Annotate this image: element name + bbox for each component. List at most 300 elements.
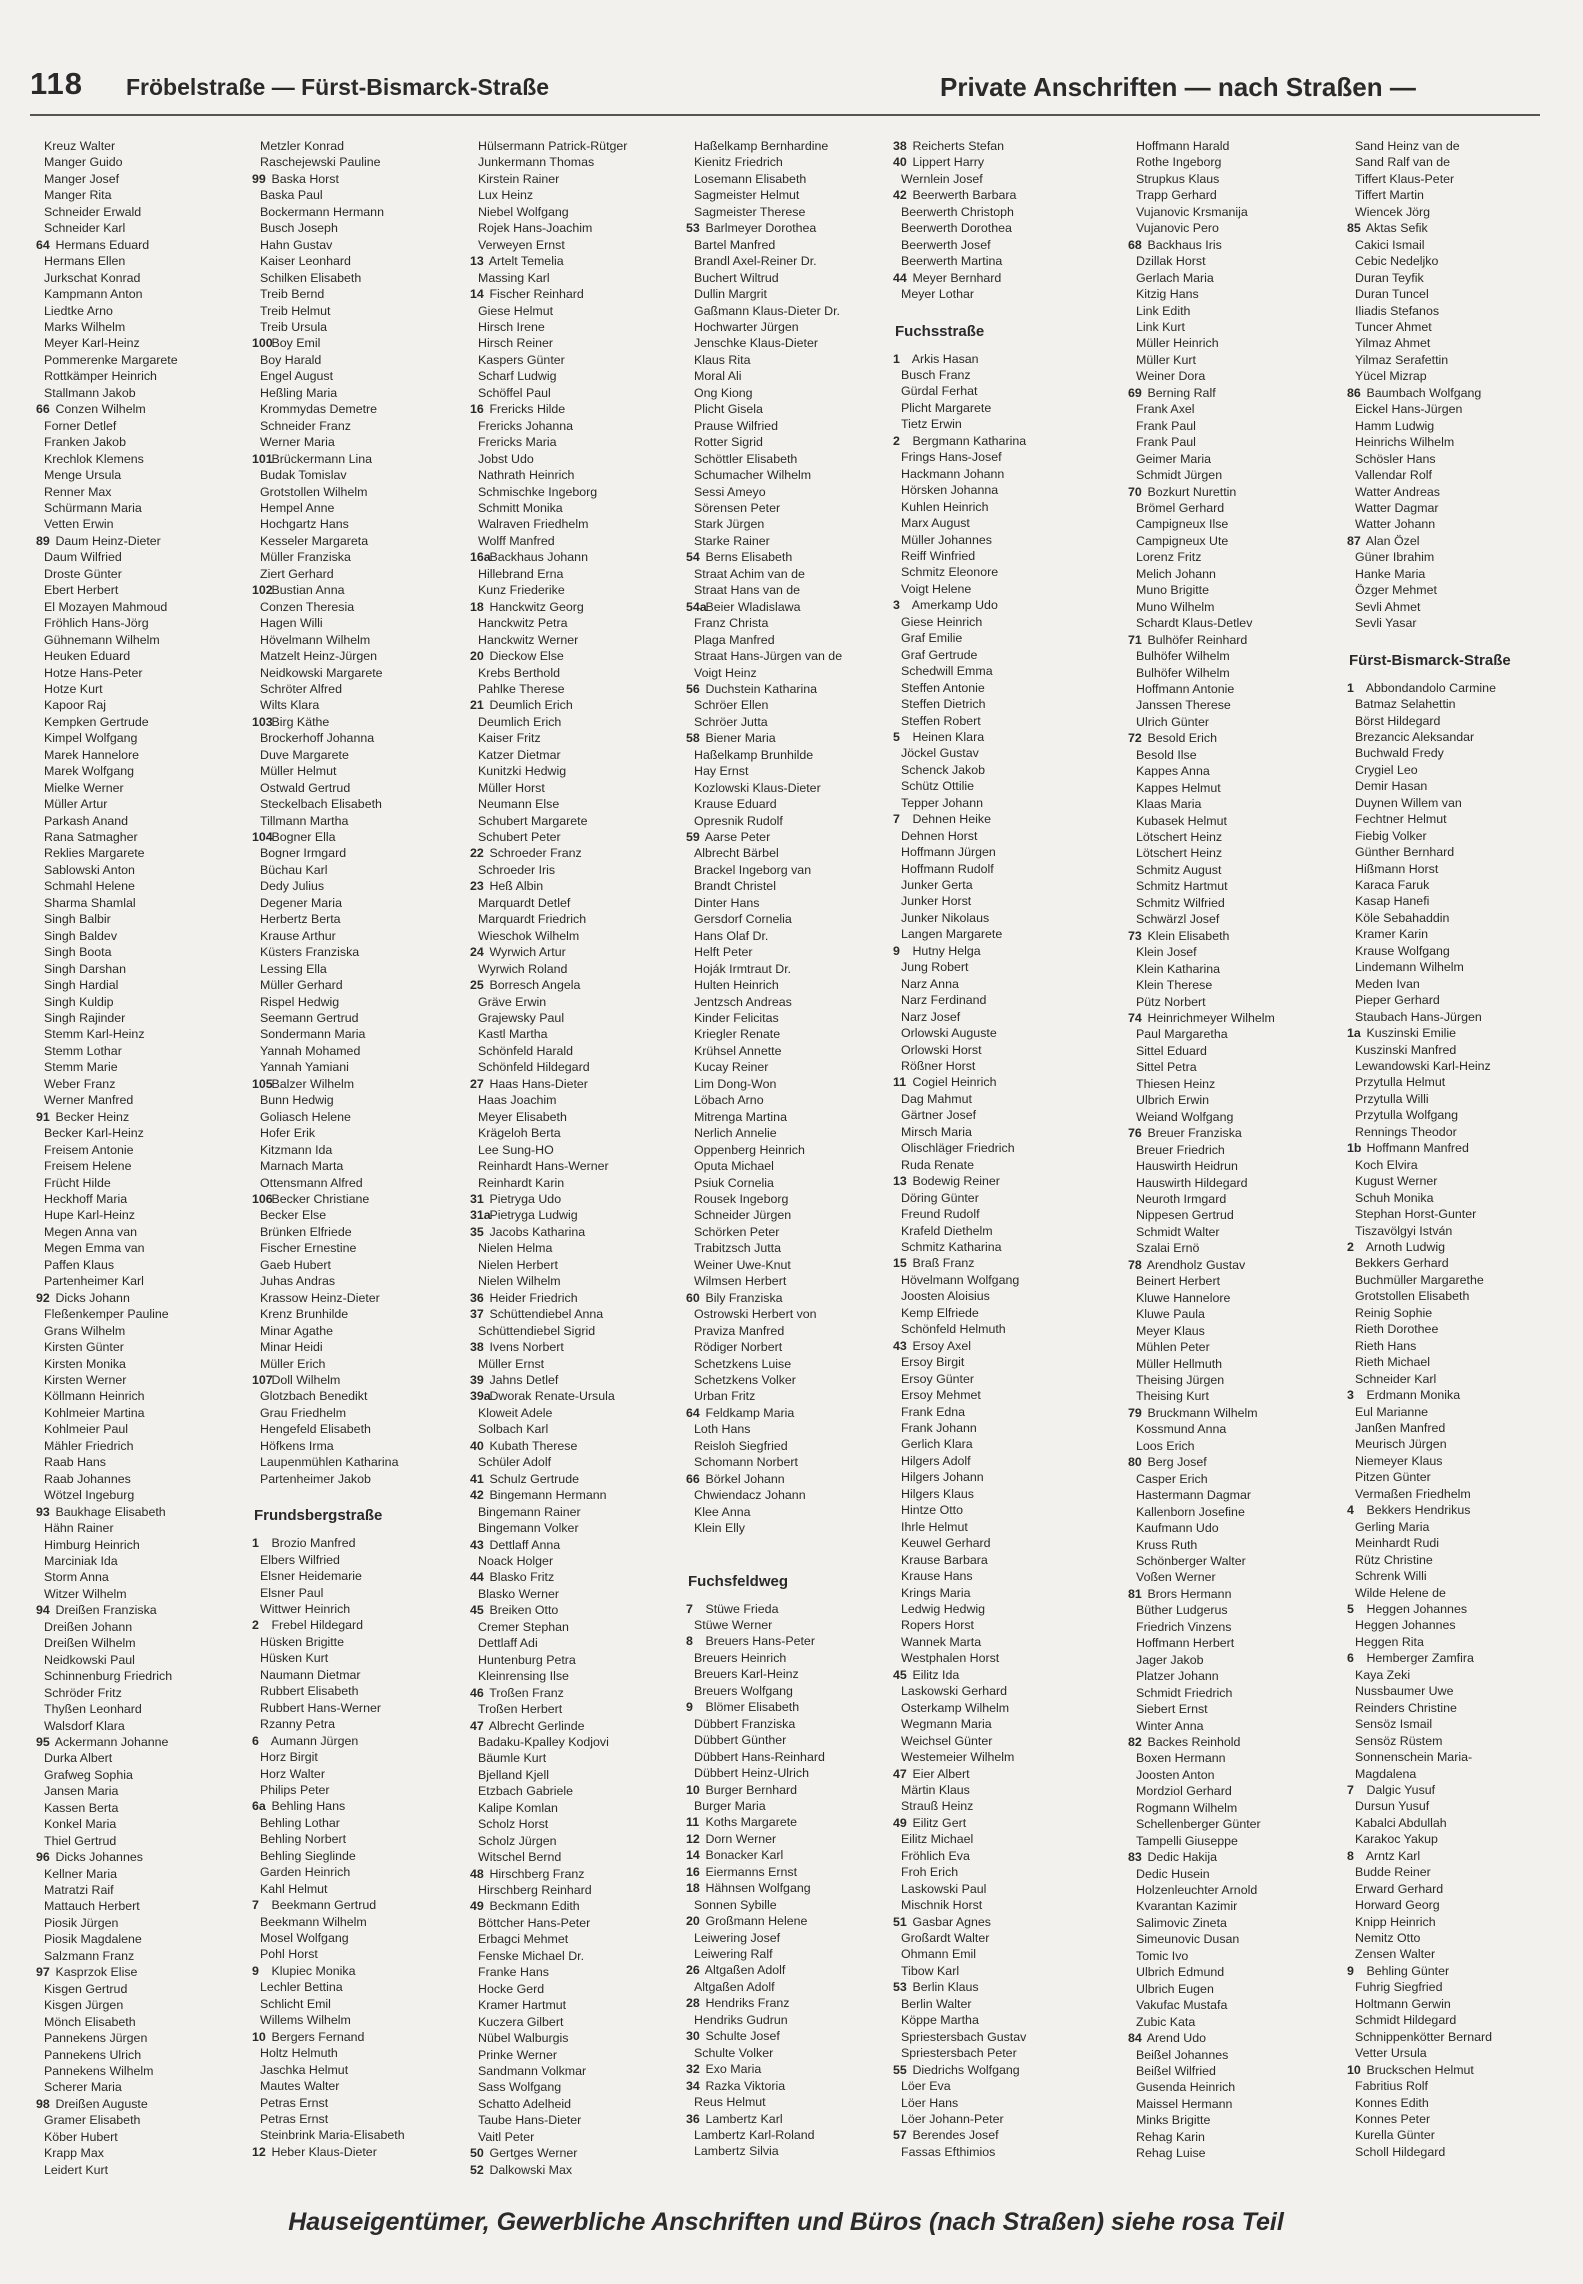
resident-entry [44, 2129, 272, 2145]
resident-name: Langen Margarete [901, 927, 1003, 942]
resident-entry [694, 237, 922, 253]
resident-entry [478, 1849, 706, 1865]
resident-entry [478, 615, 706, 631]
resident-entry [260, 1979, 488, 1995]
resident-entry [478, 1619, 706, 1635]
resident-entry [478, 434, 706, 450]
resident-name: Böttcher Hans-Peter [478, 1915, 591, 1930]
resident-name: Breuers Hans-Peter [705, 1634, 815, 1649]
resident-entry [44, 2014, 272, 2030]
directory-column [686, 138, 922, 2159]
resident-entry [36, 1109, 272, 1125]
resident-name: Behling Hans [271, 1799, 346, 1814]
resident-entry [1355, 401, 1583, 417]
resident-entry [470, 697, 706, 713]
resident-entry [901, 1058, 1129, 1074]
house-number: 2 [1347, 1240, 1354, 1254]
resident-name: Budde Reiner [1355, 1865, 1431, 1880]
resident-name: Juhas Andras [260, 1274, 336, 1289]
resident-entry [478, 813, 706, 829]
resident-entry [1355, 959, 1583, 975]
resident-entry [478, 220, 706, 236]
resident-name: Schlicht Emil [260, 1996, 331, 2011]
resident-name: Nielen Helma [478, 1241, 553, 1256]
resident-name: Budak Tomislav [260, 468, 347, 483]
resident-name: Horward Georg [1355, 1898, 1440, 1913]
resident-name: Kallenborn Josefine [1136, 1504, 1245, 1519]
resident-entry [694, 1487, 922, 1503]
resident-entry [478, 1915, 706, 1931]
resident-entry [478, 632, 706, 648]
resident-entry [478, 1059, 706, 1075]
house-number: 7 [686, 1601, 693, 1616]
spacer [1355, 632, 1583, 648]
resident-entry [260, 1683, 488, 1699]
resident-entry [478, 2014, 706, 2030]
resident-name: Singh Baldev [44, 928, 118, 943]
resident-entry [478, 1652, 706, 1668]
house-number: 47 [470, 1718, 484, 1733]
resident-entry [694, 1732, 922, 1748]
resident-entry [44, 697, 272, 713]
resident-name: Eilitz Gert [912, 1815, 967, 1830]
resident-name: Naumann Dietmar [260, 1667, 361, 1682]
resident-entry [260, 187, 488, 203]
resident-name: Mischnik Horst [901, 1898, 983, 1913]
resident-entry [478, 319, 706, 335]
resident-entry [1347, 220, 1583, 236]
resident-entry [44, 780, 272, 796]
resident-entry [901, 828, 1129, 844]
resident-entry [44, 878, 272, 894]
resident-name: Junkermann Thomas [478, 155, 595, 170]
resident-entry [252, 1535, 488, 1551]
resident-name: Krassow Heinz-Dieter [260, 1290, 380, 1305]
resident-name: Kunz Friederike [478, 583, 565, 598]
resident-name: Amerkamp Udo [911, 598, 998, 613]
resident-entry [1355, 352, 1583, 368]
resident-entry [260, 566, 488, 582]
resident-entry [1136, 1372, 1364, 1388]
resident-entry [901, 220, 1129, 236]
resident-name: Dübbert Günther [694, 1733, 787, 1748]
resident-entry [694, 2094, 922, 2110]
resident-entry [893, 2127, 1129, 2143]
resident-entry [1136, 418, 1364, 434]
resident-name: Wernlein Josef [901, 171, 983, 186]
house-number: 22 [470, 846, 484, 861]
resident-name: Bogner Ella [271, 830, 336, 845]
house-number: 69 [1128, 385, 1142, 400]
resident-entry [901, 959, 1129, 975]
house-number: 13 [470, 254, 484, 269]
resident-name: Lim Dong-Won [694, 1076, 777, 1091]
resident-entry [1355, 943, 1583, 959]
spacer [694, 1537, 922, 1553]
resident-entry [260, 1864, 488, 1880]
house-number: 12 [686, 1831, 700, 1846]
resident-name: Rubbert Elisabeth [260, 1684, 359, 1699]
resident-name: Klee Anna [694, 1504, 751, 1519]
page-header [0, 58, 1572, 118]
resident-entry [901, 2029, 1129, 2045]
resident-entry [694, 1897, 922, 1913]
resident-entry [1355, 2111, 1583, 2127]
resident-name: Menge Ursula [44, 468, 122, 483]
resident-name: Buchert Wiltrud [694, 270, 779, 285]
resident-name: Graf Emilie [901, 631, 963, 646]
resident-name: Aktas Sefik [1365, 221, 1428, 236]
resident-name: Hilgers Klaus [901, 1486, 974, 1501]
resident-entry [901, 1568, 1129, 1584]
resident-entry [686, 2061, 922, 2077]
resident-entry [1355, 1173, 1583, 1189]
resident-name: Löer Hans [901, 2095, 959, 2110]
resident-entry [893, 351, 1129, 367]
resident-name: Heggen Rita [1355, 1634, 1424, 1649]
resident-name: Steffen Dietrich [901, 697, 986, 712]
resident-name: Märtin Klaus [901, 1782, 970, 1797]
house-number: 36 [470, 1290, 484, 1305]
resident-name: Hempel Anne [260, 500, 335, 515]
house-number: 14 [686, 1848, 700, 1863]
resident-name: Junker Gerta [901, 878, 973, 893]
resident-name: Sensöz Rüstem [1355, 1733, 1443, 1748]
resident-name: Sörensen Peter [694, 500, 781, 515]
resident-name: Huntenburg Petra [478, 1652, 576, 1667]
directory-column [470, 138, 706, 2177]
resident-entry [901, 1798, 1129, 1814]
resident-name: Tiffert Martin [1355, 188, 1424, 203]
resident-name: Kimpel Wolfgang [44, 731, 138, 746]
resident-name: Berlin Walter [901, 1996, 972, 2011]
resident-name: Dag Mahmut [901, 1091, 972, 1106]
resident-name: Becker Else [260, 1208, 327, 1223]
resident-name: Vakufac Mustafa [1136, 1998, 1228, 2013]
resident-name: Rotter Sigrid [694, 435, 763, 450]
resident-entry [686, 1471, 922, 1487]
house-number: 104 [252, 830, 273, 845]
resident-name: Weiner Uwe-Knut [694, 1257, 791, 1272]
resident-entry [470, 1076, 706, 1092]
resident-name: Dalkowski Max [489, 2162, 573, 2177]
resident-name: Duve Margarete [260, 747, 349, 762]
resident-entry [260, 845, 488, 861]
resident-name: Hengefeld Elisabeth [260, 1422, 371, 1437]
house-number: 37 [470, 1307, 484, 1322]
resident-name: Hoják Irmtraut Dr. [694, 961, 792, 976]
house-number: 84 [1128, 2031, 1142, 2046]
resident-entry [44, 994, 272, 1010]
resident-entry [1355, 1634, 1583, 1650]
resident-entry [44, 138, 272, 154]
resident-entry [44, 1454, 272, 1470]
resident-entry [470, 845, 706, 861]
resident-name: Ersoy Axel [912, 1338, 971, 1353]
resident-name: Kuszinski Manfred [1355, 1042, 1457, 1057]
resident-name: Karaca Faruk [1355, 878, 1430, 893]
house-number: 54a [686, 599, 707, 614]
resident-name: Oppenberg Heinrich [694, 1142, 805, 1157]
resident-entry [260, 1026, 488, 1042]
resident-name: Petras Ernst [260, 2095, 329, 2110]
resident-name: Nussbaumer Uwe [1355, 1684, 1454, 1699]
resident-entry [44, 434, 272, 450]
resident-name: Giese Heinrich [901, 614, 983, 629]
resident-name: Kaspers Günter [478, 352, 565, 367]
resident-entry [44, 500, 272, 516]
resident-name: Kuczera Gilbert [478, 2014, 564, 2029]
resident-name: Kramer Karin [1355, 927, 1428, 942]
resident-entry [260, 1634, 488, 1650]
resident-name: Gusenda Heinrich [1136, 2080, 1236, 2095]
resident-name: Straat Hans-Jürgen van de [694, 649, 843, 664]
resident-entry [1136, 516, 1364, 532]
resident-entry [44, 1257, 272, 1273]
resident-entry [44, 813, 272, 829]
resident-name: Hoffmann Manfred [1366, 1141, 1469, 1156]
resident-entry [260, 1454, 488, 1470]
house-number: 72 [1128, 731, 1142, 746]
resident-name: Durka Albert [44, 1751, 113, 1766]
resident-name: Dreißen Franziska [55, 1603, 157, 1618]
resident-name: Junker Horst [901, 894, 972, 909]
resident-name: Strauß Heinz [901, 1799, 974, 1814]
resident-entry [478, 1800, 706, 1816]
resident-name: Konnes Peter [1355, 2112, 1431, 2127]
house-number: 76 [1128, 1126, 1142, 1141]
resident-entry [893, 1766, 1129, 1782]
resident-name: Eiermanns Ernst [705, 1864, 798, 1879]
resident-name: Witschel Bernd [478, 1850, 562, 1865]
resident-name: Kirstein Rainer [478, 171, 560, 186]
resident-name: Kubasek Helmut [1136, 813, 1227, 828]
resident-entry [694, 286, 922, 302]
house-number: 55 [893, 2062, 907, 2077]
resident-entry [694, 1356, 922, 1372]
resident-entry [44, 1339, 272, 1355]
resident-entry [686, 730, 922, 746]
resident-entry [1355, 418, 1583, 434]
resident-entry [260, 1158, 488, 1174]
resident-name: Verweyen Ernst [478, 237, 565, 252]
resident-name: Crygiel Leo [1355, 762, 1418, 777]
resident-name: Krause Eduard [694, 797, 777, 812]
resident-entry [252, 714, 488, 730]
resident-name: Schulte Josef [705, 2029, 780, 2044]
resident-name: Kahl Helmut [260, 1881, 328, 1896]
resident-name: Simeunovic Dusan [1136, 1932, 1240, 1947]
resident-entry [470, 549, 706, 565]
resident-entry [478, 566, 706, 582]
resident-entry [478, 2079, 706, 2095]
house-number: 81 [1128, 1586, 1142, 1601]
resident-entry [1355, 1617, 1583, 1633]
resident-entry [44, 1948, 272, 1964]
resident-entry [694, 138, 922, 154]
resident-name: Meurisch Jürgen [1355, 1437, 1447, 1452]
resident-entry [901, 367, 1129, 383]
resident-entry [1136, 1635, 1364, 1651]
resident-entry [260, 1421, 488, 1437]
resident-name: Pieper Gerhard [1355, 993, 1440, 1008]
resident-name: Neumann Else [478, 797, 560, 812]
resident-name: Willems Wilhelm [260, 2013, 351, 2028]
resident-name: Stemm Karl-Heinz [44, 1027, 145, 1042]
resident-entry [901, 1420, 1129, 1436]
house-number: 41 [470, 1471, 484, 1486]
resident-name: Lorenz Fritz [1136, 550, 1202, 565]
resident-name: Chwiendacz Johann [694, 1488, 806, 1503]
resident-name: Hochwarter Jürgen [694, 319, 799, 334]
resident-entry [260, 1043, 488, 1059]
resident-entry [1136, 270, 1364, 286]
resident-name: Dehnen Heike [912, 812, 991, 827]
resident-name: Kugust Werner [1355, 1174, 1438, 1189]
resident-name: Schubert Margarete [478, 813, 588, 828]
resident-name: Horz Walter [260, 1766, 325, 1781]
resident-entry [260, 862, 488, 878]
resident-entry [901, 647, 1129, 663]
resident-entry [686, 599, 922, 615]
resident-name: Hupe Karl-Heinz [44, 1208, 135, 1223]
resident-entry [1136, 862, 1364, 878]
resident-name: Petras Ernst [260, 2112, 329, 2127]
resident-entry [893, 1914, 1129, 1930]
resident-entry [260, 1059, 488, 1075]
resident-name: Sand Heinz van de [1355, 139, 1460, 153]
resident-name: Börkel Johann [705, 1471, 785, 1486]
resident-name: Scherer Maria [44, 2080, 122, 2095]
resident-name: Schilken Elisabeth [260, 270, 362, 285]
resident-entry [260, 352, 488, 368]
resident-name: Hüsken Brigitte [260, 1634, 345, 1649]
resident-name: Jacobs Katharina [489, 1224, 586, 1239]
resident-entry [260, 1471, 488, 1487]
resident-entry [478, 1158, 706, 1174]
resident-name: Krafeld Diethelm [901, 1223, 993, 1238]
resident-name: Himburg Heinrich [44, 1537, 140, 1552]
resident-name: Müller Helmut [260, 764, 337, 779]
resident-entry [1347, 1239, 1583, 1255]
resident-name: Kinder Felicitas [694, 1011, 779, 1026]
house-number: 18 [470, 599, 484, 614]
resident-name: Mosel Wolfgang [260, 1931, 349, 1946]
resident-entry [44, 1586, 272, 1602]
resident-entry [260, 730, 488, 746]
resident-name: Hay Ernst [694, 764, 749, 779]
resident-name: Vermaßen Friedhelm [1355, 1486, 1471, 1501]
resident-name: Duran Teyfik [1355, 270, 1424, 285]
resident-name: Tiszavölgyi István [1355, 1223, 1453, 1238]
resident-name: Hörsken Johanna [901, 483, 999, 498]
resident-name: Eilitz Michael [901, 1832, 974, 1847]
resident-entry [694, 2012, 922, 2028]
resident-entry [260, 1749, 488, 1765]
resident-entry [260, 385, 488, 401]
resident-entry [686, 1814, 922, 1830]
house-number: 51 [893, 1914, 907, 1929]
resident-name: Minar Heidi [260, 1340, 323, 1355]
resident-name: Trapp Gerhard [1136, 188, 1217, 203]
resident-entry [694, 385, 922, 401]
resident-name: Bustian Anna [271, 583, 345, 598]
house-number: 3 [1347, 1388, 1354, 1403]
resident-entry [694, 1191, 922, 1207]
resident-name: Grotstollen Elisabeth [1355, 1289, 1470, 1304]
resident-name: Janßen Manfred [1355, 1420, 1446, 1435]
resident-name: Hirschberg Franz [489, 1866, 585, 1881]
resident-entry [901, 1453, 1129, 1469]
resident-name: Schuh Monika [1355, 1190, 1434, 1205]
resident-entry [478, 911, 706, 927]
resident-entry [470, 1372, 706, 1388]
resident-entry [1136, 615, 1364, 631]
resident-name: Bruckschen Helmut [1366, 2062, 1474, 2077]
resident-name: Hahn Gustav [260, 237, 333, 252]
resident-name: Klein Elly [694, 1521, 745, 1536]
house-number: 23 [470, 879, 484, 894]
house-number: 47 [893, 1766, 907, 1781]
resident-name: Bruckmann Wilhelm [1147, 1405, 1258, 1420]
resident-name: Winter Anna [1136, 1718, 1204, 1733]
resident-name: Kirsten Günter [44, 1340, 124, 1355]
house-number: 44 [470, 1570, 484, 1585]
resident-name: Kampmann Anton [44, 287, 143, 302]
resident-name: Krings Maria [901, 1585, 971, 1600]
resident-entry [1355, 1321, 1583, 1337]
resident-entry [470, 1224, 706, 1240]
resident-name: Dreißen Johann [44, 1619, 133, 1634]
resident-name: Mühlen Peter [1136, 1340, 1210, 1355]
resident-entry [694, 533, 922, 549]
resident-entry [478, 1635, 706, 1651]
resident-name: Stark Jürgen [694, 517, 765, 532]
resident-entry [1136, 1224, 1364, 1240]
directory-column [893, 138, 1129, 2159]
resident-name: Hanckwitz Werner [478, 632, 579, 647]
resident-entry [260, 154, 488, 170]
house-number: 92 [36, 1290, 50, 1305]
house-number: 42 [470, 1488, 484, 1503]
resident-name: Franz Christa [694, 616, 769, 631]
house-number: 21 [470, 698, 484, 713]
resident-name: Meyer Lothar [901, 287, 975, 302]
resident-name: Rieth Dorothee [1355, 1322, 1439, 1337]
resident-name: Dzillak Horst [1136, 254, 1206, 269]
house-number: 2 [893, 433, 900, 448]
resident-name: Losemann Elisabeth [694, 171, 807, 186]
resident-entry [44, 270, 272, 286]
resident-entry [260, 1388, 491, 1404]
resident-name: Kisgen Jürgen [44, 1998, 124, 2013]
resident-name: Breuers Karl-Heinz [694, 1667, 799, 1682]
resident-entry [478, 994, 706, 1010]
resident-entry [1136, 829, 1364, 845]
resident-entry [1128, 632, 1364, 648]
resident-entry [694, 401, 922, 417]
resident-entry [36, 237, 272, 253]
resident-name: Sonnenschein Maria- [1355, 1750, 1473, 1765]
house-number: 13 [893, 1174, 907, 1189]
resident-entry [1355, 1716, 1583, 1732]
resident-name: Singh Kuldip [44, 994, 114, 1009]
resident-entry [44, 1718, 272, 1734]
house-number: 20 [686, 1914, 700, 1929]
resident-name: Ostwald Gertrud [260, 780, 351, 795]
resident-name: Beier Wladislawa [705, 599, 801, 614]
resident-name: Konnes Edith [1355, 2095, 1429, 2110]
